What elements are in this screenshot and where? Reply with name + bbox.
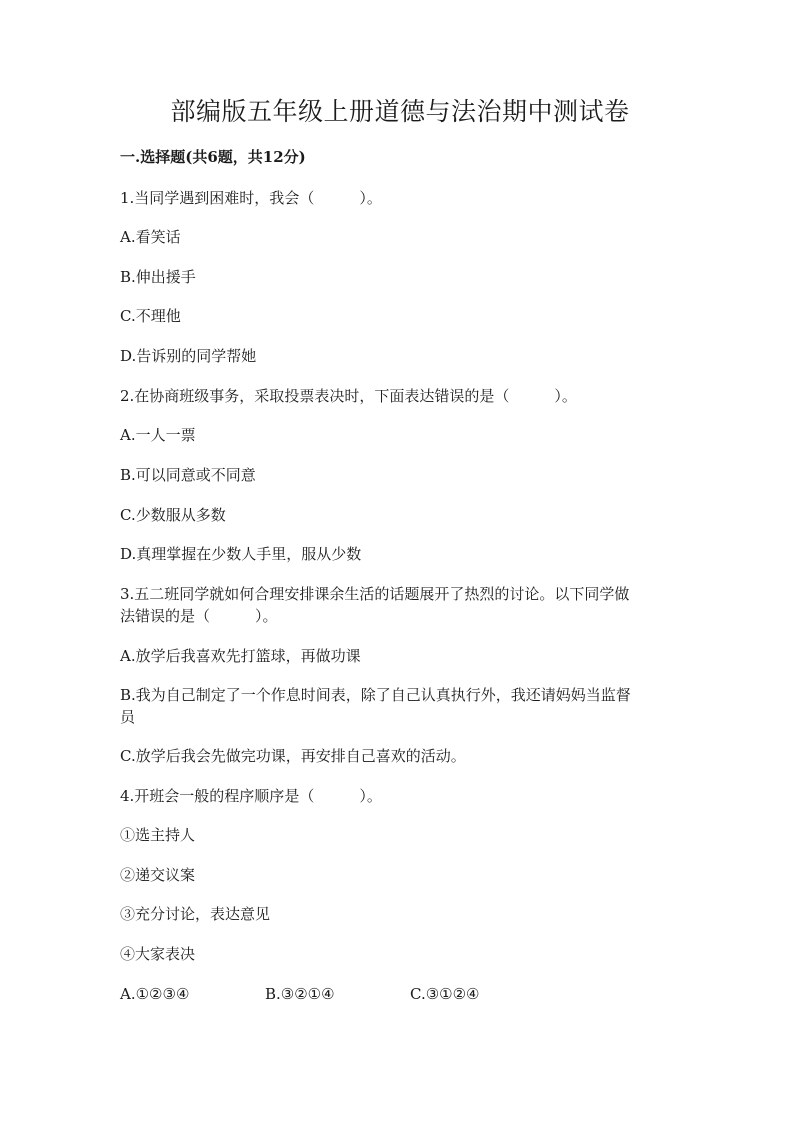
question-1-option-c: C.不理他 [120, 307, 181, 325]
question-4-option-b: B.③②①④ [265, 985, 335, 1003]
question-4-item-1: ①选主持人 [120, 826, 196, 844]
question-4-item-2: ②递交议案 [120, 866, 196, 884]
question-4-stem: 4.开班会一般的程序顺序是（ ）。 [120, 787, 382, 805]
question-1-option-a: A.看笑话 [120, 228, 181, 246]
question-3-stem-line-1: 3.五二班同学就如何合理安排课余生活的话题展开了热烈的讨论。以下同学做 [120, 585, 630, 603]
question-2-option-d: D.真理掌握在少数人手里，服从少数 [120, 545, 362, 563]
page-title: 部编版五年级上册道德与法治期中测试卷 [170, 97, 630, 126]
section-heading: 一.选择题(共6题，共12分) [120, 148, 306, 166]
question-2-option-b: B.可以同意或不同意 [120, 466, 256, 484]
question-3-option-a: A.放学后我喜欢先打篮球，再做功课 [120, 647, 361, 665]
question-2-stem: 2.在协商班级事务，采取投票表决时，下面表达错误的是（ ）。 [120, 387, 577, 405]
question-1-option-b: B.伸出援手 [120, 268, 196, 286]
question-1-stem: 1.当同学遇到困难时，我会（ ）。 [120, 189, 382, 207]
question-4-option-c: C.③①②④ [410, 985, 480, 1003]
question-4-option-a: A.①②③④ [120, 985, 190, 1003]
question-3-option-b-line-2: 员 [120, 708, 136, 726]
question-4-item-4: ④大家表决 [120, 945, 196, 963]
question-2-option-c: C.少数服从多数 [120, 506, 226, 524]
question-4-item-3: ③充分讨论，表达意见 [120, 905, 271, 923]
question-1-option-d: D.告诉别的同学帮她 [120, 347, 257, 365]
question-3-option-b-line-1: B.我为自己制定了一个作息时间表，除了自己认真执行外，我还请妈妈当监督 [120, 686, 631, 704]
question-2-option-a: A.一人一票 [120, 426, 196, 444]
question-3-option-c: C.放学后我会先做完功课，再安排自己喜欢的活动。 [120, 747, 466, 765]
question-3-stem-line-2: 法错误的是（ ）。 [120, 607, 278, 625]
question-4-options [120, 983, 480, 1005]
